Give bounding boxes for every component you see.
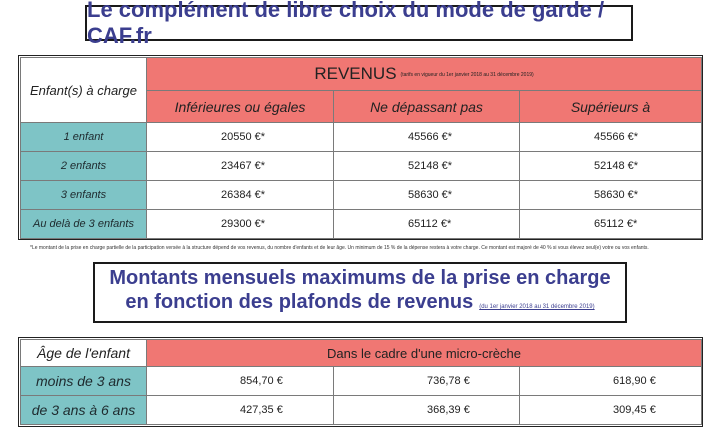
revenus-label: REVENUS (314, 64, 397, 83)
cell-value: 52148 €* (520, 152, 702, 181)
cell-value: 20550 €* (147, 123, 334, 152)
column-header: Supérieurs à (520, 91, 702, 123)
cell-value: 58630 €* (334, 181, 520, 210)
section-title-line1: Montants mensuels maximums de la prise en charge (109, 267, 611, 289)
row-label: moins de 3 ans (21, 367, 147, 396)
cell-value: 618,90 € (520, 367, 702, 396)
section-title (93, 262, 627, 323)
cell-value: 309,45 € (520, 396, 702, 425)
section-title-line2-wrap (125, 290, 594, 319)
page-title: Le complément de libre choix du mode de garde / CAF.fr (85, 5, 633, 41)
table-row (21, 210, 702, 239)
cell-value: 736,78 € (334, 367, 520, 396)
cell-value: 26384 €* (147, 181, 334, 210)
micro-creche-header: Dans le cadre d'une micro-crèche (147, 340, 702, 367)
cell-value: 368,39 € (334, 396, 520, 425)
row-label: de 3 ans à 6 ans (21, 396, 147, 425)
revenus-note: (tarifs en vigueur du 1er janvier 2018 au 31 décembre 2019) (400, 71, 534, 78)
montants-table (20, 339, 702, 425)
cell-value: 45566 €* (334, 123, 520, 152)
table-row (21, 367, 702, 396)
row-label: 1 enfant (21, 123, 147, 152)
cell-value: 427,35 € (147, 396, 334, 425)
column-header: Ne dépassant pas (334, 91, 520, 123)
table-row (21, 123, 702, 152)
corner-header: Âge de l'enfant (21, 340, 147, 367)
cell-value: 23467 €* (147, 152, 334, 181)
cell-value: 45566 €* (520, 123, 702, 152)
cell-value: 65112 €* (520, 210, 702, 239)
table-row (21, 152, 702, 181)
cell-value: 58630 €* (520, 181, 702, 210)
section-title-note: (du 1er janvier 2018 au 31 décembre 2019) (479, 304, 595, 310)
revenus-table (20, 57, 702, 239)
column-header: Inférieures ou égales (147, 91, 334, 123)
row-label: 3 enfants (21, 181, 147, 210)
footnote: *Le montant de la prise en charge partielle de la participation versée à la structure dépend de vos revenus, du nombre d'enfants et de leur âge. Un minimum de 15 % de la dépense restera à votre charge. Ce montant est majoré de 40 % si vous élevez seul(e) votre ou vos enfants. (30, 245, 649, 251)
row-label: 2 enfants (21, 152, 147, 181)
corner-header: Enfant(s) à charge (21, 58, 147, 123)
cell-value: 854,70 € (147, 367, 334, 396)
revenus-header (147, 58, 702, 91)
row-label: Au delà de 3 enfants (21, 210, 147, 239)
cell-value: 65112 €* (334, 210, 520, 239)
table-row (21, 396, 702, 425)
cell-value: 29300 €* (147, 210, 334, 239)
section-title-line2: en fonction des plafonds de revenus (125, 291, 474, 313)
table-row (21, 181, 702, 210)
cell-value: 52148 €* (334, 152, 520, 181)
